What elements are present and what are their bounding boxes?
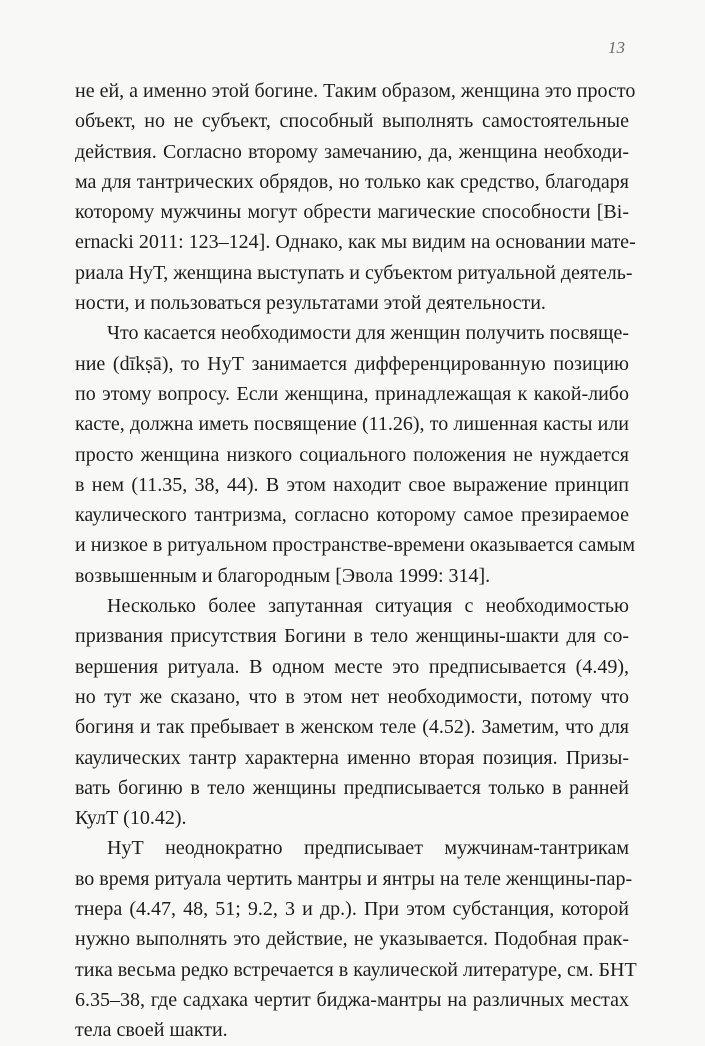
text-line: 6.35–38, где садхака чертит биджа-мантры на различных местах: [75, 988, 629, 1011]
text-line: которому мужчины могут обрести магические способности [Bi-: [75, 201, 629, 224]
text-line: богиня и так пребывает в женском теле (4.52). Заметим, что для: [75, 716, 629, 739]
text-line: Несколько более запутанная ситуация с необходимостью: [107, 595, 629, 618]
text-line: каулических тантр характерна именно вторая позиция. Призы-: [75, 746, 629, 769]
text-line: ма для тантрических обрядов, но только как средство, благодаря: [75, 170, 629, 193]
paragraph: [75, 591, 629, 833]
text-line: каулического тантризма, согласно которому самое презираемое: [75, 504, 629, 527]
text-line: тика весьма редко встречается в каулической литературе, см. БНТ: [75, 958, 637, 981]
text-line: но тут же сказано, что в этом нет необходимости, потому что: [75, 685, 629, 708]
text-line: тела своей шакти.: [75, 1019, 228, 1042]
body-text: [75, 76, 637, 1046]
paragraph: [75, 833, 637, 1045]
text-line: КулТ (10.42).: [75, 807, 187, 830]
text-line: просто женщина низкого социального положения не нуждается: [75, 443, 629, 466]
text-line: нужно выполнять это действие, не указывается. Подобная прак-: [75, 928, 629, 951]
paragraph: [75, 76, 636, 318]
text-line: Что касается необходимости для женщин получить посвяще-: [107, 322, 629, 345]
text-line: вершения ритуала. В одном месте это предписывается (4.49),: [75, 655, 629, 678]
text-line: и низкое в ритуальном пространстве-времени оказывается самым: [75, 534, 636, 557]
text-line: вать богиню в тело женщины предписывается только в ранней: [75, 776, 629, 799]
text-line: ности, и пользоваться результатами этой деятельности.: [75, 292, 546, 315]
text-line: тнера (4.47, 48, 51; 9.2, 3 и др.). При этом субстанция, которой: [75, 898, 629, 921]
text-line: риала НуТ, женщина выступать и субъектом ритуальной деятель-: [75, 261, 633, 284]
text-line: призвания присутствия Богини в тело женщины-шакти для со-: [75, 625, 629, 648]
text-line: ние (dīkṣā), то НуТ занимается дифференцированную позицию: [75, 352, 629, 375]
paragraph: [75, 318, 636, 591]
text-line: объект, но не субъект, способный выполнять самостоятельные: [75, 110, 629, 133]
text-line: касте, должна иметь посвящение (11.26), то лишенная касты или: [75, 413, 629, 436]
text-line: не ей, а именно этой богине. Таким образом, женщина это просто: [75, 80, 636, 102]
text-line: по этому вопросу. Если женщина, принадлежащая к какой-либо: [75, 382, 629, 405]
text-line: возвышенным и благородным [Эвола 1999: 314].: [75, 564, 491, 587]
page-number: 13: [608, 38, 625, 57]
text-line: во время ритуала чертить мантры и янтры на теле женщины-пар-: [75, 867, 633, 890]
text-line: действия. Согласно второму замечанию, да, женщина необходи-: [75, 140, 629, 163]
text-line: в нем (11.35, 38, 44). В этом находит свое выражение принцип: [75, 473, 629, 496]
text-line: НуТ неоднократно предписывает мужчинам-тантрикам: [107, 837, 629, 860]
text-line: ernacki 2011: 123–124]. Однако, как мы видим на основании мате-: [75, 231, 636, 254]
